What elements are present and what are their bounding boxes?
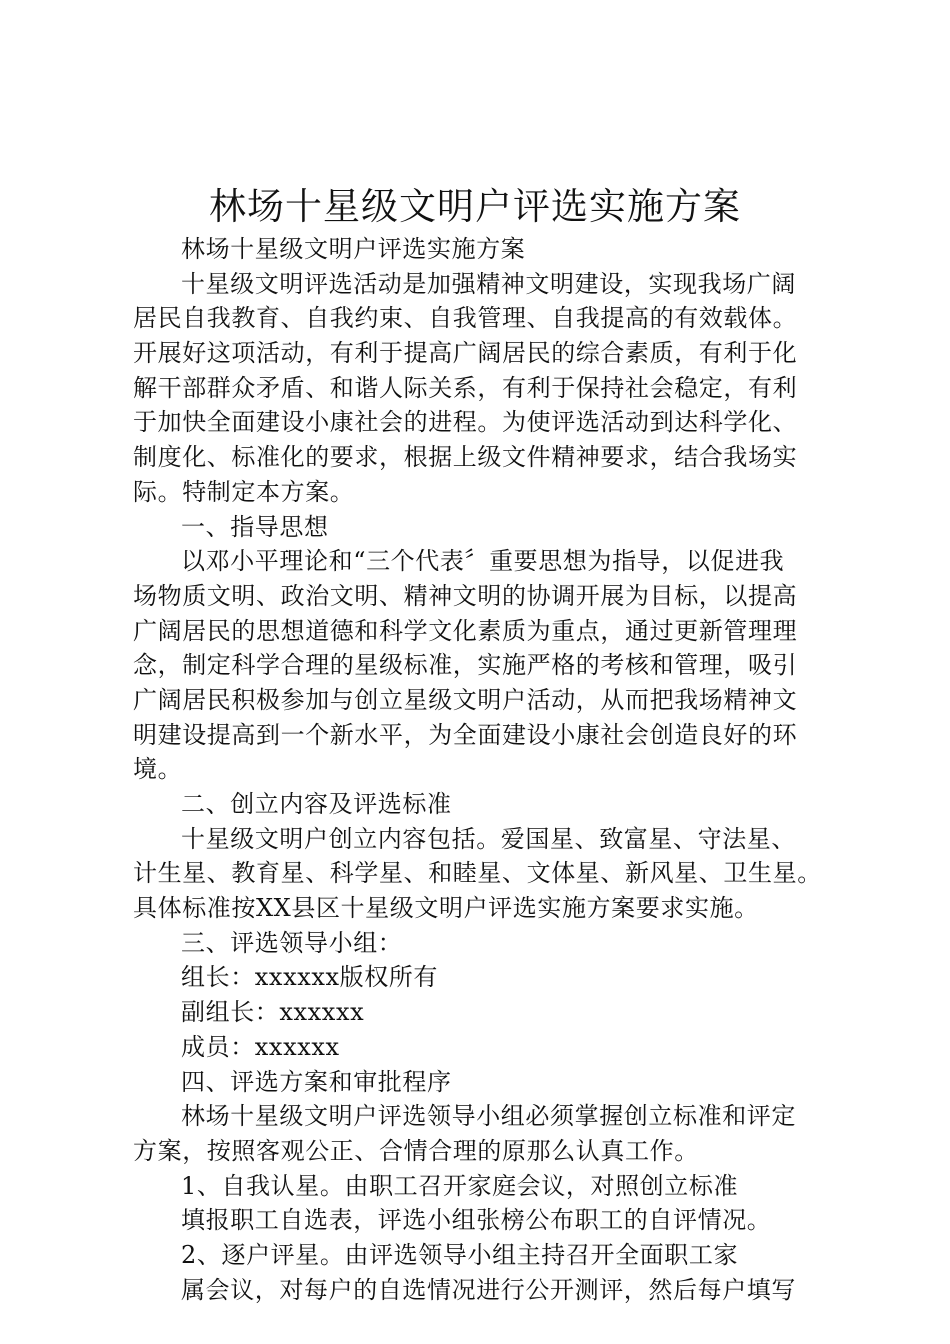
body-line: 制度化、标准化的要求，根据上级文件精神要求，结合我场实	[133, 443, 798, 472]
body-line: 副组长：xxxxxx	[181, 998, 365, 1027]
body-line: 三、评选领导小组：	[181, 928, 403, 957]
body-line: 十星级文明户创立内容包括。爱国星、致富星、守法星、	[181, 824, 796, 853]
body-line: 组长：xxxxxx版权所有	[181, 963, 439, 992]
body-line: 具体标准按XX县区十星级文明户评选实施方案要求实施。	[133, 894, 759, 923]
body-line: 林场十星级文明户评选实施方案	[181, 235, 526, 263]
body-line: 成员：xxxxxx	[181, 1032, 340, 1061]
body-line: 林场十星级文明户评选领导小组必须掌握创立标准和评定	[181, 1102, 796, 1131]
body-line: 境。	[133, 755, 183, 784]
body-line: 2、逐户评星。由评选领导小组主持召开全面职工家	[181, 1240, 739, 1269]
body-line: 明建设提高到一个新水平，为全面建设小康社会创造良好的环	[133, 720, 798, 749]
body-line: 于加快全面建设小康社会的进程。为使评选活动到达科学化、	[133, 408, 798, 437]
body-line: 十星级文明评选活动是加强精神文明建设，实现我场广阔	[181, 269, 796, 298]
body-line: 属会议，对每户的自选情况进行公开测评，然后每户填写	[181, 1275, 796, 1304]
body-line: 计生星、教育星、科学星、和睦星、文体星、新风星、卫生星。	[133, 859, 822, 888]
body-line: 场物质文明、政治文明、精神文明的协调开展为目标，以提高	[133, 581, 798, 610]
body-line: 二、创立内容及评选标准	[181, 790, 452, 818]
body-line: 际。特制定本方案。	[133, 477, 355, 506]
body-line: 居民自我教育、自我约束、自我管理、自我提高的有效载体。	[133, 304, 798, 333]
body-line: 开展好这项活动，有利于提高广阔居民的综合素质，有利于化	[133, 339, 798, 368]
body-line: 1、自我认星。由职工召开家庭会议，对照创立标准	[181, 1171, 739, 1200]
body-line: 填报职工自选表，评选小组张榜公布职工的自评情况。	[181, 1206, 772, 1235]
body-line: 念，制定科学合理的星级标准，实施严格的考核和管理，吸引	[133, 651, 798, 680]
body-line: 解干部群众矛盾、和谐人际关系，有利于保持社会稳定，有利	[133, 373, 798, 402]
document-title: 林场十星级文明户评选实施方案	[209, 185, 741, 228]
body-line: 一、指导思想	[181, 512, 329, 541]
document-body	[133, 232, 833, 1307]
body-line: 广阔居民的思想道德和科学文化素质为重点，通过更新管理理	[133, 616, 798, 645]
body-line: 四、评选方案和审批程序	[181, 1067, 452, 1096]
body-line: 广阔居民积极参加与创立星级文明户活动，从而把我场精神文	[133, 685, 798, 714]
body-line: 方案，按照客观公正、合情合理的原那么认真工作。	[133, 1136, 699, 1165]
body-line: 以邓小平理论和“三个代表〞重要思想为指导，以促进我	[181, 547, 785, 576]
